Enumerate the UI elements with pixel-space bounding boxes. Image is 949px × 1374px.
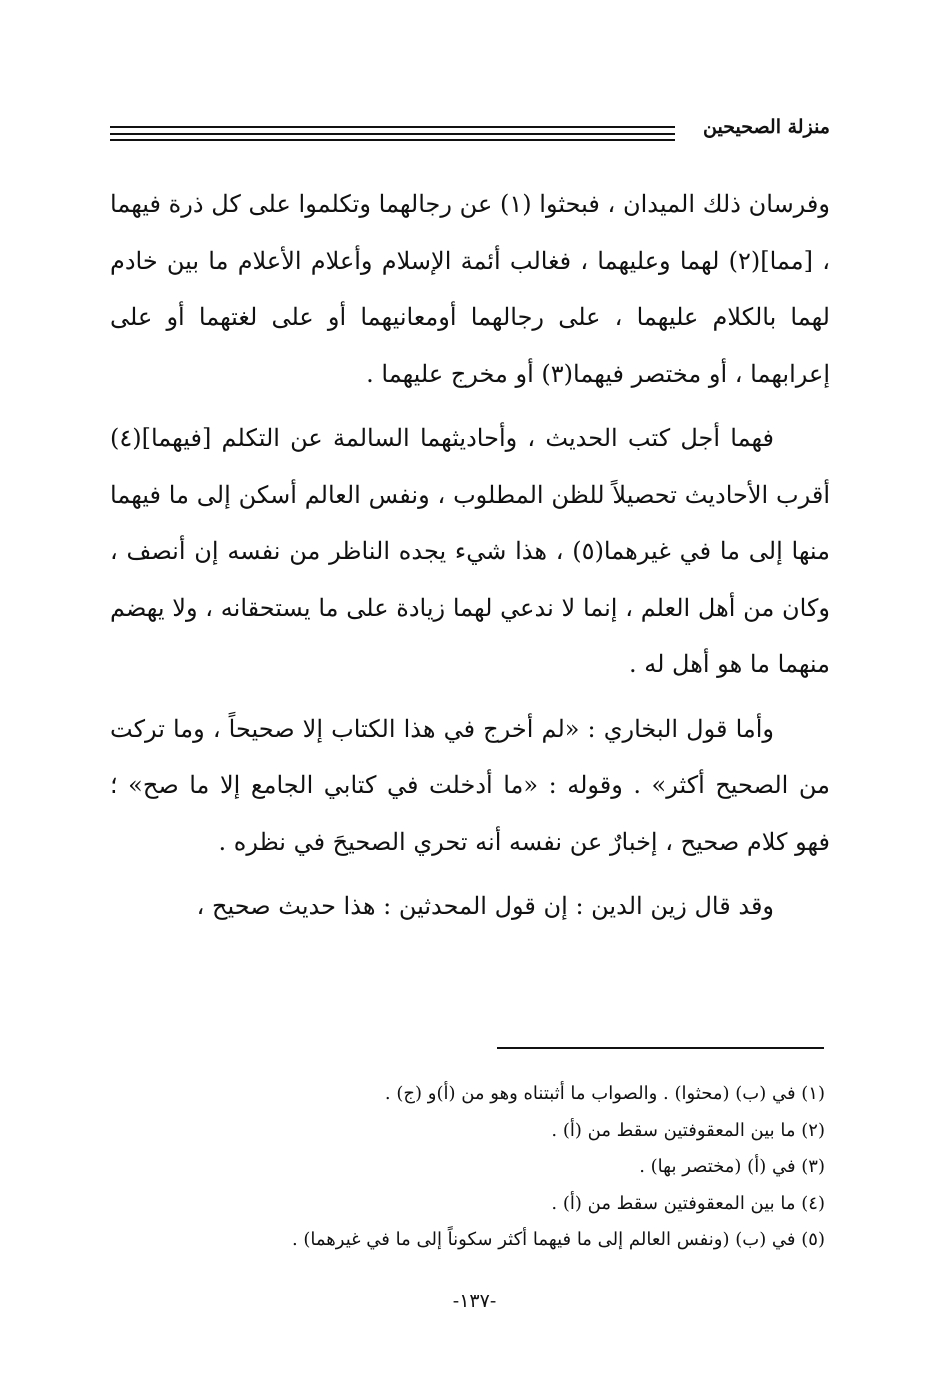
header-rule-line — [110, 126, 675, 128]
main-body-text — [110, 176, 830, 935]
footnote-4: (٤) ما بين المعقوفتين سقط من (أ) . — [551, 1192, 825, 1214]
header-rule-line — [110, 133, 675, 135]
header-rule-line — [110, 139, 675, 141]
page-number: -١٣٧- — [452, 1290, 497, 1312]
body-paragraph-1: وفرسان ذلك الميدان ، فبحثوا (١) عن رجالهما وتكلموا على كل ذرة فيهما ، [مما](٢) لهما وعليهما ، فغالب أئمة الإسلام وأعلام الأعلام ما بين خادم لهما بالكلام عليهما ، على رجالهما أومعانيهما أو على لغتهما أو على إعرابهما ، أو مختصر فيهما(٣) أو مخرج عليهما . — [110, 190, 830, 388]
body-paragraph-2: فهما أجل كتب الحديث ، وأحاديثهما السالمة عن التكلم [فيهما](٤) أقرب الأحاديث تحصيلاً للظن المطلوب ، ونفس العالم أسكن إلى ما فيهما منها إلى ما في غيرهما(٥) ، هذا شيء يجده الناظر من نفسه إن أنصف ، وكان من أهل العلم ، إنما لا ندعي لهما زيادة على ما يستحقانه ، ولا يهضم منهما ما هو أهل له . — [110, 424, 831, 678]
running-header-title: منزلة الصحيحين — [703, 116, 830, 138]
footnote-2: (٢) ما بين المعقوفتين سقط من (أ) . — [551, 1119, 825, 1141]
footnote-3: (٣) في (أ) (مختصر بها) . — [639, 1156, 825, 1177]
body-paragraph-3: وأما قول البخاري : «لم أخرج في هذا الكتاب إلا صحيحاً ، وما تركت من الصحيح أكثر» . وقوله : «ما أدخلت في كتابي الجامع إلا ما صح» ؛ فهو كلام صحيح ، إخبارٌ عن نفسه أنه تحري الصحيحَ في نظره . — [110, 714, 830, 856]
footnote-separator — [497, 1047, 824, 1049]
footnote-1: (١) في (ب) (محثوا) . والصواب ما أثبتناه وهو من (أ)و (ج) . — [384, 1083, 825, 1104]
footnotes — [110, 1076, 825, 1259]
footnote-5: (٥) في (ب) (ونفس العالم إلى ما فيهما أكثر سكوناً إلى ما في غيرهما) . — [291, 1229, 825, 1250]
running-header — [110, 112, 830, 152]
body-paragraph-4: وقد قال زين الدين : إن قول المحدثين : هذا حديث صحيح ، — [196, 892, 774, 920]
